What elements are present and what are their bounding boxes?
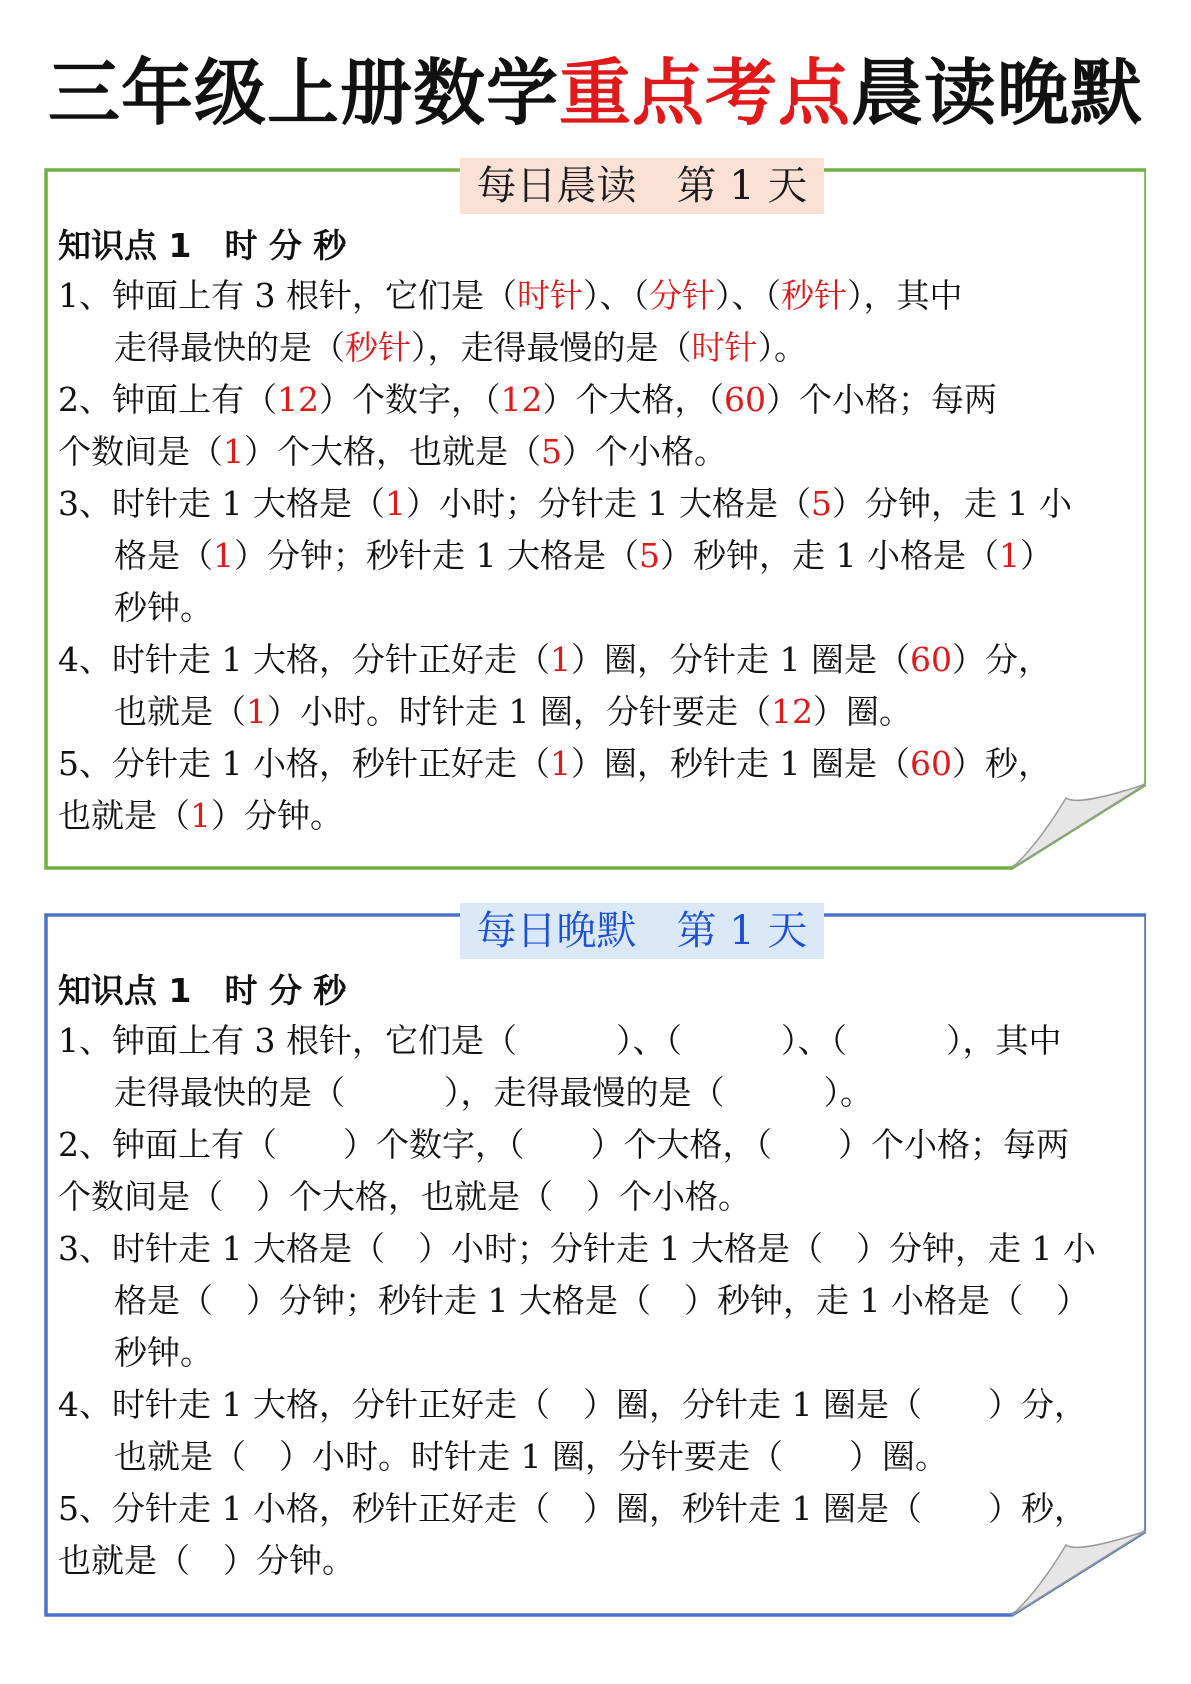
question-text: ）小时；分针走 1 大格是（ [405,484,811,523]
answer-text: 1 [223,432,244,471]
question-text: ）、（ [714,276,781,315]
knowledge-item [58,1119,1143,1223]
answer-text: 5 [541,432,562,471]
item-line [58,790,1143,842]
item-line [58,1015,1143,1067]
question-text: 个数间是（ ）个大格，也就是（ ）个小格。 [58,1177,751,1216]
question-text: ）圈。 [812,692,912,731]
item-line [58,1431,1143,1483]
evening-badge: 每日晚默 第 1 天 [460,903,824,959]
question-text: ）分钟。 [211,796,343,835]
question-text: 走得最快的是（ ），走得最慢的是（ ）。 [114,1073,873,1112]
morning-reading-card [44,158,1146,872]
answer-text: 5 [810,484,832,523]
item-line [58,1119,1143,1171]
item-line [58,1067,1143,1119]
item-line [58,686,1143,738]
item-line [58,1535,1143,1587]
answer-text: 秒针 [345,328,411,367]
answer-text: 时针 [516,276,583,315]
item-line [58,1379,1143,1431]
question-text: ）分钟，走 1 小 [831,484,1072,523]
answer-text: 12 [277,380,319,419]
question-text: 2、钟面上有（ ）个数字，（ ）个大格，（ ）个小格；每两 [58,1125,1069,1164]
item-line [58,1275,1143,1327]
answer-text: 1 [998,536,1020,575]
evening-content [58,969,1143,1587]
question-text: ）。 [757,328,807,367]
question-text: ），其中 [846,276,963,315]
morning-badge: 每日晨读 第 1 天 [460,158,824,214]
knowledge-item [58,1015,1143,1119]
knowledge-item [58,1379,1143,1483]
question-text: 走得最快的是（ [114,328,345,367]
question-text: 2、钟面上有（ [58,380,277,419]
item-line [58,582,1143,634]
question-text: 也就是（ ）分钟。 [58,1541,355,1580]
answer-text: 1 [384,484,406,523]
question-text: ）圈，分针走 1 圈是（ [570,640,910,679]
knowledge-item [58,1483,1143,1587]
question-text: 4、时针走 1 大格，分针正好走（ ）圈，分针走 1 圈是（ ）分， [58,1385,1087,1424]
knowledge-heading: 知识点 1 时 分 秒 [58,971,347,1010]
item-line [58,270,1143,322]
question-text: 3、时针走 1 大格是（ [58,484,385,523]
question-text: ）个大格，（ [542,380,724,419]
question-text: ）个小格。 [562,432,727,471]
title-part-1: 三年级上册数学 [47,51,559,135]
question-text: ） [1019,536,1053,575]
question-text: ）分， [951,640,1051,679]
answer-text: 12 [770,692,813,731]
question-text: 3、时针走 1 大格是（ ）小时；分针走 1 大格是（ ）分钟，走 1 小 [58,1229,1096,1268]
item-line [58,426,1143,478]
evening-recall-card [44,903,1146,1619]
item-line [58,478,1143,530]
answer-text: 1 [190,796,211,835]
question-text: 1、钟面上有 3 根针，它们是（ ）、（ ）、（ ），其中 [58,1021,1062,1060]
answer-text: 60 [909,640,952,679]
item-line [58,374,1143,426]
item-line [58,1483,1143,1535]
item-line [58,738,1143,790]
question-text: ）秒， [951,744,1051,783]
question-text: ）圈，秒针走 1 圈是（ [570,744,910,783]
answer-text: 分针 [648,276,715,315]
question-text: ）个小格；每两 [766,380,997,419]
title-part-3: 晨读晚默 [851,51,1144,135]
page-title [0,48,1191,138]
question-text: ），走得最慢的是（ [411,328,692,367]
morning-content [58,224,1143,842]
question-text: 个数间是（ [58,432,223,471]
question-text: ）小时。时针走 1 圈，分针要走（ [267,692,771,731]
question-text: ）分钟；秒针走 1 大格是（ [234,536,639,575]
item-line [58,1327,1143,1379]
question-text: ）、（ [582,276,649,315]
question-text: 格是（ [114,536,213,575]
item-line [58,1223,1143,1275]
item-line [58,322,1143,374]
question-text: 4、时针走 1 大格，分针正好走（ [58,640,550,679]
answer-text: 1 [549,744,571,783]
question-text: 1、钟面上有 3 根针，它们是（ [58,276,517,315]
knowledge-item [58,634,1143,738]
question-text: 格是（ ）分钟；秒针走 1 大格是（ ）秒钟，走 1 小格是（ ） [114,1281,1089,1320]
question-text: 秒钟。 [114,1333,213,1372]
question-text: ）秒钟，走 1 小格是（ [659,536,999,575]
knowledge-item [58,270,1143,374]
answer-text: 1 [549,640,571,679]
question-text: 也就是（ [58,796,190,835]
answer-text: 时针 [691,328,758,367]
answer-text: 秒针 [780,276,847,315]
knowledge-item [58,1223,1143,1379]
answer-text: 1 [246,692,267,731]
answer-text: 12 [500,380,543,419]
answer-text: 1 [213,536,234,575]
knowledge-item [58,738,1143,842]
item-line [58,634,1143,686]
answer-text: 60 [724,380,766,419]
item-line [58,530,1143,582]
question-text: 5、分针走 1 小格，秒针正好走（ [58,744,550,783]
knowledge-item [58,374,1143,478]
question-text: ）个大格，也就是（ [244,432,541,471]
question-text: 也就是（ ）小时。时针走 1 圈，分针要走（ ）圈。 [114,1437,948,1476]
question-text: 5、分针走 1 小格，秒针正好走（ ）圈，秒针走 1 圈是（ ）秒， [58,1489,1087,1528]
question-text: 秒钟。 [114,588,213,627]
item-line [58,1171,1143,1223]
question-text: ）个数字，（ [319,380,501,419]
knowledge-heading: 知识点 1 时 分 秒 [58,226,347,265]
knowledge-item [58,478,1143,634]
answer-text: 5 [638,536,660,575]
title-highlight: 重点考点 [558,51,851,135]
answer-text: 60 [909,744,952,783]
question-text: 也就是（ [114,692,246,731]
